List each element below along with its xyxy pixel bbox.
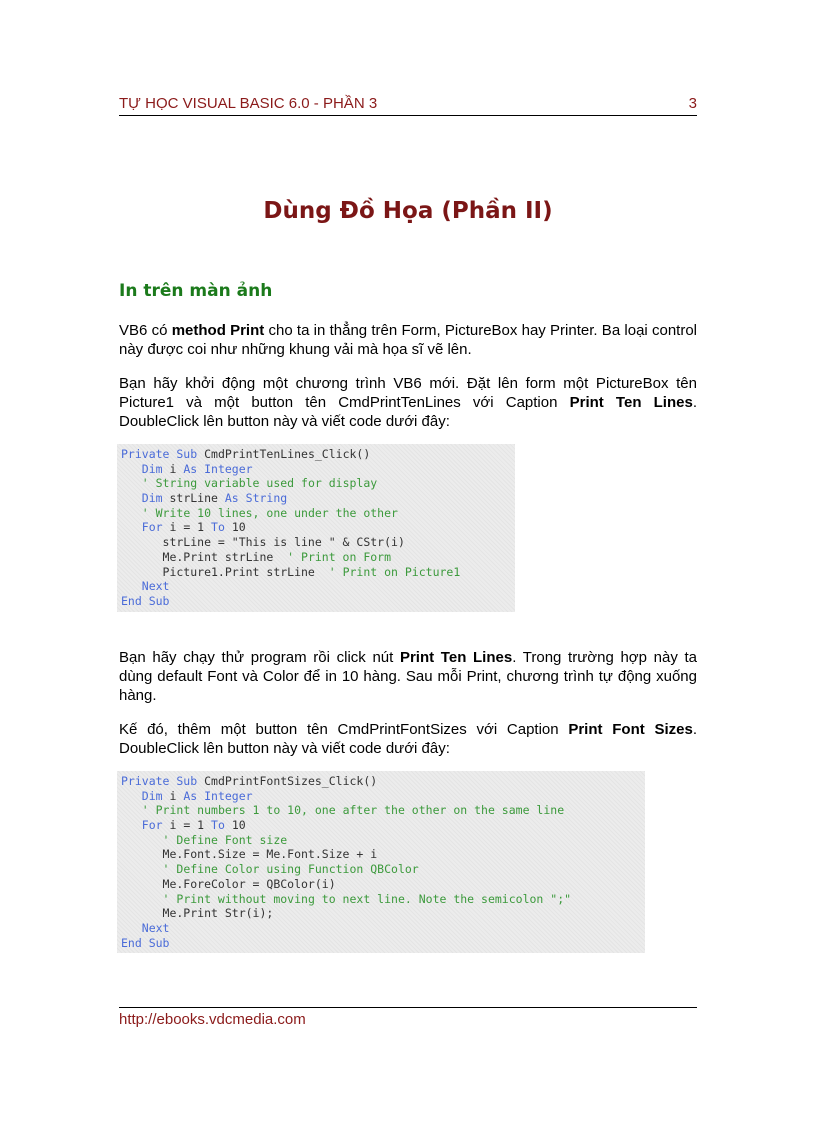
paragraph-4: Kế đó, thêm một button tên CmdPrintFontSizes với Caption Print Font Sizes. DoubleClick lên button này và viết code dưới đây: <box>119 721 698 757</box>
code-line <box>121 892 641 907</box>
code-text: Me.Print Str(i); <box>121 906 274 921</box>
code-text <box>121 833 163 847</box>
code-keyword: End Sub <box>121 935 170 950</box>
caption-print-font-sizes: Print Font Sizes <box>568 721 693 738</box>
code-keyword: Dim <box>141 461 170 476</box>
code-text: 10 <box>231 520 246 535</box>
code-text <box>121 520 142 534</box>
code-line <box>121 579 511 594</box>
code-comment: ' Print on Form <box>287 549 392 564</box>
code-line <box>121 906 641 921</box>
code-text: i <box>169 461 184 476</box>
page-header <box>119 95 697 116</box>
code-text <box>121 818 142 832</box>
code-text <box>121 476 142 490</box>
button-name-print-ten-lines: Print Ten Lines <box>399 649 513 666</box>
code-line <box>121 550 511 565</box>
code-comment: ' Print numbers 1 to 10, one after the other on the same line <box>141 803 565 818</box>
code-keyword: Next <box>141 579 170 594</box>
code-text <box>121 506 142 520</box>
code-keyword: To <box>211 520 232 535</box>
code-text: Me.ForeColor = QBColor(i) <box>121 876 336 891</box>
code-text: i = 1 <box>169 520 212 535</box>
code-text: Picture1.Print strLine <box>121 564 329 579</box>
code-line <box>121 936 641 951</box>
code-text <box>121 862 163 876</box>
code-keyword: For <box>141 818 170 833</box>
code-keyword: To <box>211 818 232 833</box>
code-comment: ' Define Font size <box>162 832 288 847</box>
code-line <box>121 462 511 477</box>
code-line <box>121 921 641 936</box>
code-text: CmdPrintTenLines_Click() <box>204 447 371 461</box>
code-text <box>121 789 142 803</box>
code-keyword: Next <box>141 920 170 935</box>
code-line <box>121 847 641 862</box>
code-text: Me.Print strLine <box>121 549 288 564</box>
code-line <box>121 818 641 833</box>
caption-print-ten-lines: Print Ten Lines <box>569 394 693 411</box>
code-text: CmdPrintFontSizes_Click() <box>204 774 378 788</box>
code-line <box>121 789 641 804</box>
code-keyword: For <box>141 520 170 535</box>
code-text <box>121 921 142 935</box>
code-text: strLine = "This is line " & CStr(i) <box>121 535 405 550</box>
code-line <box>121 877 641 892</box>
code-keyword: End Sub <box>121 593 170 608</box>
footer-url: http://ebooks.vdcmedia.com <box>119 1011 306 1028</box>
code-text: i <box>169 788 184 803</box>
paragraph-1: VB6 có method Print cho ta in thẳng trên Form, PictureBox hay Printer. Ba loại control này được coi như những khung vải mà họa sĩ vẽ lên. <box>119 322 698 358</box>
code-text: strLine <box>169 491 225 506</box>
code-line <box>121 862 641 877</box>
code-line <box>121 594 511 609</box>
code-comment: ' Write 10 lines, one under the other <box>141 505 398 520</box>
code-text <box>121 462 142 476</box>
code-keyword: As Integer <box>183 461 253 476</box>
code-line <box>121 520 511 535</box>
code-comment: ' String variable used for display <box>141 476 378 491</box>
code-text: i = 1 <box>169 818 212 833</box>
code-line <box>121 565 511 580</box>
code-keyword: Dim <box>141 788 170 803</box>
code-line <box>121 803 641 818</box>
code-text <box>121 579 142 593</box>
header-title: TỰ HỌC VISUAL BASIC 6.0 - PHẦN 3 <box>119 95 378 112</box>
code-keyword: As String <box>224 491 288 506</box>
code-text <box>121 491 142 505</box>
code-block-print-font-sizes <box>117 771 645 953</box>
code-line <box>121 491 511 506</box>
code-comment: ' Print without moving to next line. Note the semicolon ";" <box>162 891 572 906</box>
code-comment: ' Print on Picture1 <box>328 564 461 579</box>
code-block-print-ten-lines <box>117 444 515 612</box>
page-number: 3 <box>688 95 697 112</box>
footer-divider <box>119 1007 697 1008</box>
code-line <box>121 506 511 521</box>
code-text: 10 <box>231 818 246 833</box>
code-text <box>121 892 163 906</box>
code-keyword: As Integer <box>183 788 253 803</box>
page-title: Dùng Đồ Họa (Phần II) <box>263 198 553 224</box>
code-keyword: Private Sub <box>121 774 205 788</box>
section-title: In trên màn ảnh <box>119 281 273 301</box>
code-keyword: Private Sub <box>121 447 205 461</box>
code-comment: ' Define Color using Function QBColor <box>162 862 419 877</box>
code-text <box>121 803 142 817</box>
code-line <box>121 476 511 491</box>
code-line <box>121 833 641 848</box>
keyword-method-print: method Print <box>171 322 265 339</box>
code-keyword: Dim <box>141 491 170 506</box>
paragraph-2: Bạn hãy khởi động một chương trình VB6 mới. Đặt lên form một PictureBox tên Picture1 và một button tên CmdPrintTenLines với Caption Print Ten Lines. DoubleClick lên button này và viết code dưới đây: <box>119 375 697 430</box>
code-line <box>121 447 511 462</box>
code-line <box>121 535 511 550</box>
code-text: Me.Font.Size = Me.Font.Size + i <box>121 847 378 862</box>
paragraph-3: Bạn hãy chạy thử program rồi click nút Print Ten Lines. Trong trường hợp này ta dùng default Font và Color để in 10 hàng. Sau mỗi Print, chương trình tự động xuống hàng. <box>119 649 697 704</box>
code-line <box>121 774 641 789</box>
